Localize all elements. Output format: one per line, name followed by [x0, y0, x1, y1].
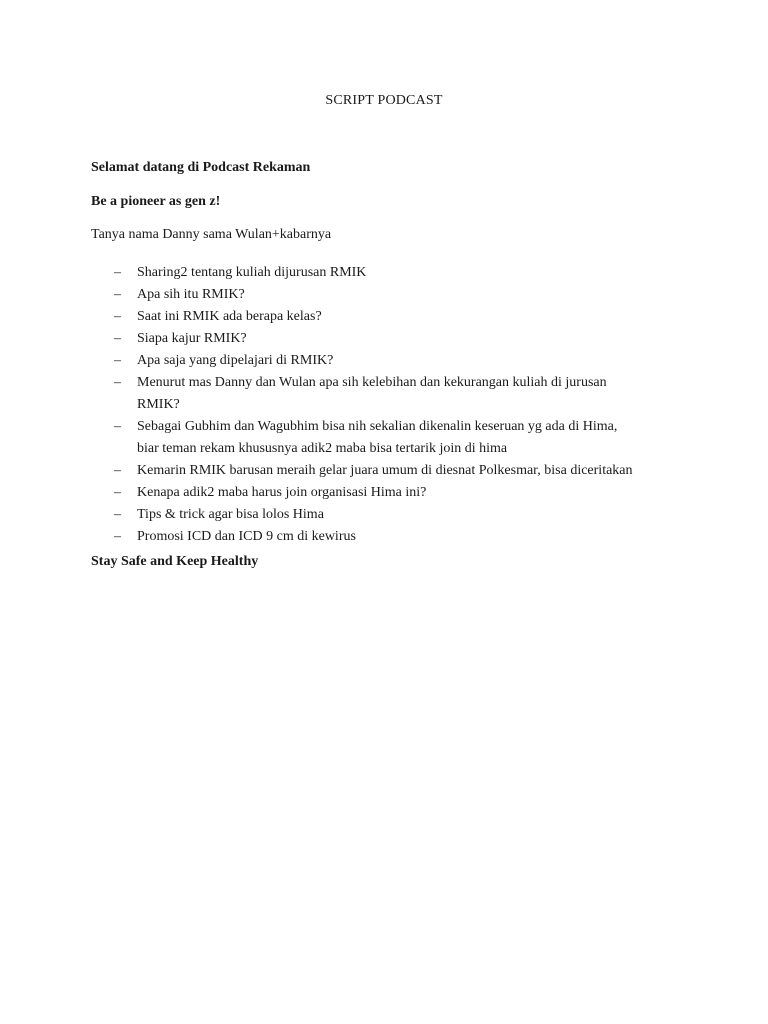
bullet-dash-marker: – [114, 529, 121, 544]
bullet-dash-marker: – [114, 375, 121, 390]
tagline-heading: Be a pioneer as gen z! [91, 194, 221, 209]
bullet-dash-marker: – [114, 463, 121, 478]
bullet-text: Saat ini RMIK ada berapa kelas? [137, 309, 322, 324]
bullet-item [114, 328, 684, 350]
bullet-item [114, 416, 684, 460]
bullet-dash-marker: – [114, 287, 121, 302]
bullet-text: Kenapa adik2 maba harus join organisasi Hima ini? [137, 485, 427, 500]
bullet-text: biar teman rekam khususnya adik2 maba bisa tertarik join di hima [137, 441, 508, 456]
bullet-text: Apa saja yang dipelajari di RMIK? [137, 353, 334, 368]
bullet-text: Tips & trick agar bisa lolos Hima [137, 507, 324, 522]
bullet-item [114, 372, 684, 416]
bullet-item [114, 262, 684, 284]
bullet-text: Sebagai Gubhim dan Wagubhim bisa nih sekalian dikenalin keseruan yg ada di Hima, [137, 419, 618, 434]
bullet-item [114, 504, 684, 526]
bullet-text: Sharing2 tentang kuliah dijurusan RMIK [137, 265, 367, 280]
bullet-dash-marker: – [114, 309, 121, 324]
bullet-dash-marker: – [114, 507, 121, 522]
bullet-item [114, 482, 684, 504]
greeting-heading: Selamat datang di Podcast Rekaman [91, 160, 311, 175]
bullet-text: Apa sih itu RMIK? [137, 287, 245, 302]
bullet-text: Kemarin RMIK barusan meraih gelar juara umum di diesnat Polkesmar, bisa diceritakan [137, 463, 633, 478]
bullet-dash-marker: – [114, 331, 121, 346]
bullet-dash-marker: – [114, 485, 121, 500]
document-title: SCRIPT PODCAST [325, 93, 443, 108]
bullet-item [114, 350, 684, 372]
closing-heading: Stay Safe and Keep Healthy [91, 554, 259, 569]
bullet-dash-marker: – [114, 353, 121, 368]
bullet-text: Promosi ICD dan ICD 9 cm di kewirus [137, 529, 356, 544]
bullet-dash-marker: – [114, 419, 121, 434]
bullet-item [114, 460, 684, 482]
intro-paragraph: Tanya nama Danny sama Wulan+kabarnya [91, 227, 332, 242]
bullet-text: RMIK? [137, 397, 180, 412]
bullet-item [114, 306, 684, 328]
bullet-text: Siapa kajur RMIK? [137, 331, 247, 346]
bullet-text: Menurut mas Danny dan Wulan apa sih kelebihan dan kekurangan kuliah di jurusan [137, 375, 607, 390]
bullet-item [114, 284, 684, 306]
bullet-list [114, 262, 684, 548]
bullet-dash-marker: – [114, 265, 121, 280]
bullet-item [114, 526, 684, 548]
